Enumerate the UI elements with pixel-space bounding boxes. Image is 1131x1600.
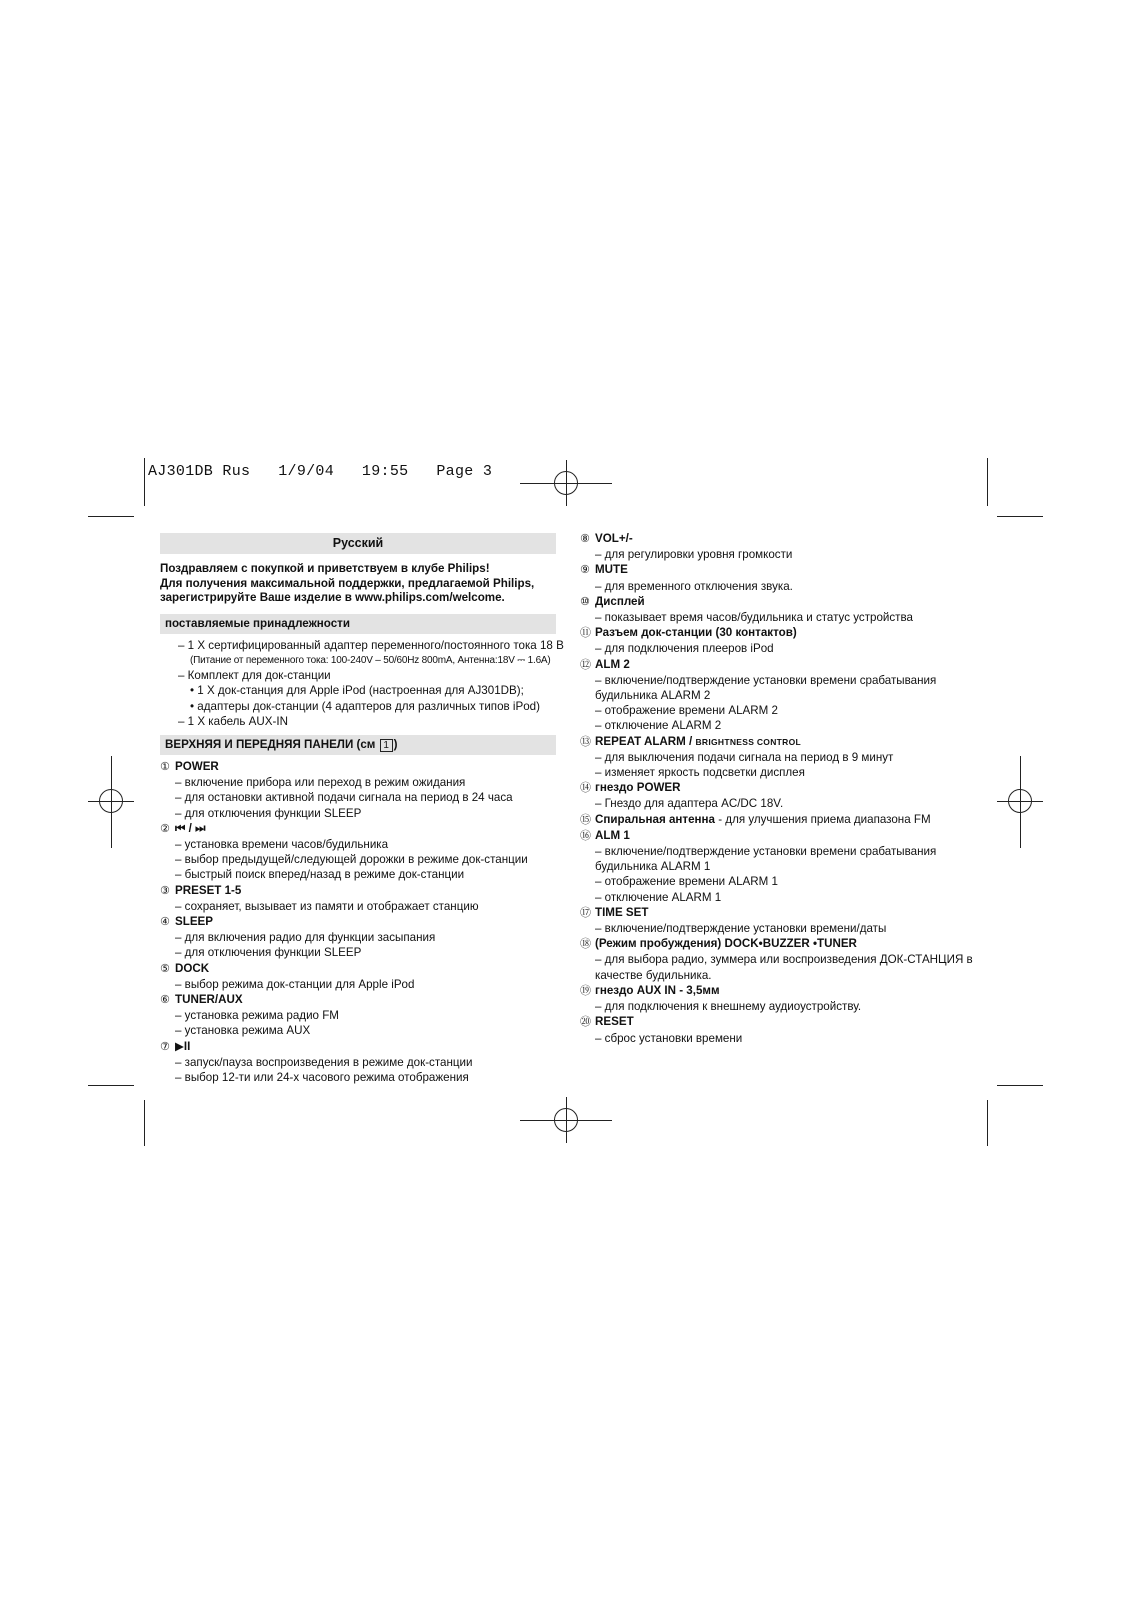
control-item-title [580,812,980,828]
control-label-description: - для улучшения приема диапазона FM [715,812,931,826]
control-description: – установка времени часов/будильника [175,838,389,852]
control-item-title [580,594,980,610]
control-description: – включение/подтверждение установки времени/даты [595,922,887,936]
control-description: – выбор режима док-станции для Apple iPod [175,977,415,991]
controls-list-right [580,531,980,1046]
figure-number: 1 [380,739,393,752]
control-item-title [160,992,556,1008]
control-item-title [160,821,556,837]
control-number: ⑨ [580,564,590,577]
control-number: ⑮ [580,813,591,826]
control-description: – для подключения плееров iPod [595,642,774,656]
right-column [580,531,980,1046]
control-description: – для выключения подачи сигнала на период в 9 минут [595,750,894,764]
left-column [160,533,564,1085]
control-label-small: BRIGHTNESS CONTROL [695,736,801,747]
crop-mark [144,458,145,506]
control-label: POWER [175,760,219,773]
accessory-item: – 1 X кабель AUX-IN [178,714,288,728]
control-number: ⑱ [580,938,591,951]
control-label: (Режим пробуждения) DOCK•BUZZER •TUNER [595,937,857,951]
panels-heading [160,735,556,755]
control-description: – включение прибора или переход в режим ожидания [175,776,466,790]
control-description: будильника ALARM 2 [595,689,711,703]
control-label: ALM 1 [595,828,630,842]
control-number: ④ [160,916,170,929]
control-label: Разъем док-станции (30 контактов) [595,626,797,640]
accessories-list [160,638,564,729]
control-description: будильника ALARM 1 [595,860,711,874]
accessory-note: (Питание от переменного тока: 100-240V – 50/60Hz 800mA, Антенна:18V ⎓ 1.6A) [190,654,551,666]
control-number: ⑤ [160,962,170,975]
control-number: ② [160,822,170,835]
control-number: ⑧ [580,533,590,545]
control-description: – для включения радио для функции засыпания [175,931,436,945]
accessory-item: – 1 X сертифицированный адаптер переменного/постоянного тока 18 В [178,638,564,652]
crop-mark [997,1085,1043,1086]
control-description: – отображение времени ALARM 2 [595,704,778,718]
control-number: ⑪ [580,627,591,640]
control-label: ▶II [175,1039,191,1053]
welcome-intro [160,562,556,606]
control-number: ⑩ [580,595,590,608]
registration-line [1020,756,1021,848]
print-slug: AJ301DB Rus 1/9/04 19:55 Page 3 [148,463,493,480]
control-description: – выбор 12-ти или 24-х часового режима отображения [175,1071,469,1085]
control-description: – включение/подтверждение установки времени срабатывания [595,845,937,859]
control-description: – для выбора радио, зуммера или воспроизведения ДОК-СТАНЦИЯ в [595,953,973,967]
crop-mark [144,1100,145,1146]
control-item-title [160,883,556,899]
control-number: ⑭ [580,782,591,795]
control-item-title [580,734,980,750]
control-label: REPEAT ALARM / [595,734,696,748]
registration-line [520,1120,612,1121]
control-description: качестве будильника. [595,968,712,982]
crop-mark [987,1100,988,1146]
control-description: – для регулировки уровня громкости [595,548,793,562]
control-label: гнездо AUX IN - 3,5мм [595,983,720,997]
control-item-title [580,1014,980,1030]
control-description: – показывает время часов/будильника и статус устройства [595,611,913,625]
control-label: ⏮ / ⏭ [175,821,206,835]
control-item-title [580,562,980,578]
control-description: – для остановки активной подачи сигнала на период в 24 часа [175,791,513,805]
control-description: – сброс установки времени [595,1031,743,1045]
control-item-title [160,759,556,775]
control-label: Спиральная антенна [595,812,715,826]
control-item-title [580,657,980,673]
control-description: – для подключения к внешнему аудиоустройству. [595,1000,862,1014]
control-label: MUTE [595,563,628,577]
control-number: ⑦ [160,1040,170,1053]
control-description: – для отключения функции SLEEP [175,946,362,960]
control-label: RESET [595,1015,634,1029]
control-label: ALM 2 [595,657,630,671]
control-item-title [580,983,980,999]
control-description: – выбор предыдущей/следующей дорожки в режиме док-станции [175,853,528,867]
control-label: DOCK [175,961,210,975]
language-title: Русский [160,533,556,554]
control-label: Дисплей [595,594,645,608]
control-number: ⑲ [580,984,591,997]
control-label: VOL+/- [595,532,633,545]
control-number: ⑫ [580,658,591,671]
control-number: ⑬ [580,735,591,748]
control-description: – для временного отключения звука. [595,579,793,593]
control-label: SLEEP [175,915,214,929]
crop-mark [88,516,134,517]
control-description: – сохраняет, вызывает из памяти и отображает станцию [175,899,479,913]
control-description: – установка режима AUX [175,1024,311,1038]
accessory-subitem: • адаптеры док-станции (4 адаптеров для различных типов iPod) [190,699,540,713]
control-item-title [580,936,980,952]
control-description: – быстрый поиск вперед/назад в режиме док-станции [175,868,465,882]
registration-line [111,756,112,848]
control-number: ⑳ [580,1016,591,1029]
control-label: TUNER/AUX [175,993,243,1007]
accessory-item: – Комплект для док-станции [178,669,331,683]
intro-line: Для получения максимальной поддержки, предлагаемой Philips, [160,576,535,590]
control-number: ⑰ [580,906,591,919]
controls-list-left [160,759,556,1085]
control-description: – для отключения функции SLEEP [175,806,362,820]
control-label: PRESET 1-5 [175,883,242,897]
intro-line: зарегистрируйте Ваше изделие в www.philips.com/welcome. [160,591,505,605]
control-item-title [580,828,980,844]
control-description: – изменяет яркость подсветки дисплея [595,766,805,780]
crop-mark [88,1085,134,1086]
accessory-subitem: • 1 X док-станция для Apple iPod (настроенная для AJ301DB); [190,684,524,698]
control-number: ⑥ [160,994,170,1007]
control-item-title [160,961,556,977]
control-number: ⑯ [580,829,591,842]
crop-mark [987,458,988,506]
control-description: – запуск/пауза воспроизведения в режиме док-станции [175,1055,473,1069]
control-label: гнездо POWER [595,781,681,795]
control-item-title [160,1039,556,1055]
registration-line [520,483,612,484]
panels-heading-text: ВЕРХНЯЯ И ПЕРЕДНЯЯ ПАНЕЛИ (см [165,738,379,751]
control-label: TIME SET [595,905,649,919]
panels-heading-close: ) [393,738,398,751]
control-item-title [580,780,980,796]
control-description: – отключение ALARM 2 [595,719,722,733]
control-item-title [580,625,980,641]
control-number: ① [160,761,170,773]
control-description: – установка режима радио FM [175,1009,339,1023]
control-description: – отключение ALARM 1 [595,890,722,904]
control-item-title [580,905,980,921]
control-description: – отображение времени ALARM 1 [595,875,778,889]
accessories-heading: поставляемые принадлежности [160,614,556,634]
intro-line: Поздравляем с покупкой и приветствуем в клубе Philips! [160,562,490,575]
control-description: – включение/подтверждение установки времени срабатывания [595,673,937,687]
control-number: ③ [160,884,170,897]
control-description: – Гнездо для адаптера AC/DC 18V. [595,797,784,811]
control-item-title [160,914,556,930]
control-item-title [580,531,980,547]
crop-mark [997,516,1043,517]
